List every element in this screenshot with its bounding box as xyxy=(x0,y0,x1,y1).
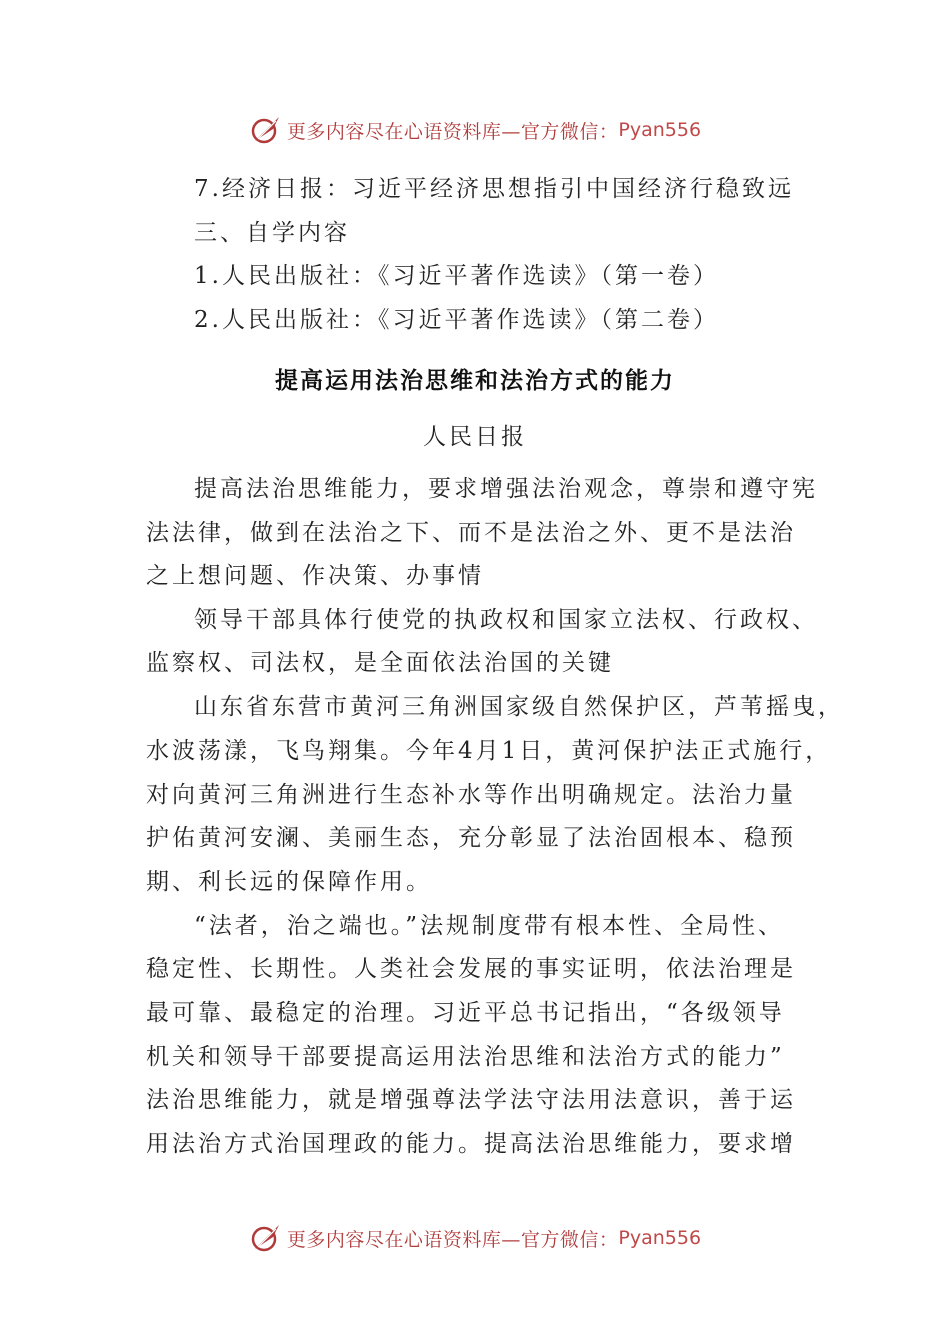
watermark-text: 更多内容尽在心语资料库—官方微信： xyxy=(286,120,619,143)
body-line: 稳定性、长期性。人类社会发展的事实证明，依法治理是 xyxy=(146,956,796,982)
body-line: 山东省东营市黄河三角洲国家级自然保护区，芦苇摇曳， xyxy=(194,694,844,720)
body-line: 护佑黄河安澜、美丽生态，充分彰显了法治固根本、稳预 xyxy=(146,825,796,851)
body-line: 期、利长远的保障作用。 xyxy=(146,869,432,895)
list-item: 7.经济日报：习近平经济思想指引中国经济行稳致远 xyxy=(194,176,794,202)
watermark-wechat-id: Pyan556 xyxy=(618,119,702,141)
quill-logo-icon xyxy=(249,113,283,147)
body-line: 机关和领导干部要提高运用法治思维和法治方式的能力” xyxy=(146,1044,785,1070)
watermark-wechat-id: Pyan556 xyxy=(618,1227,702,1249)
list-item: 2.人民出版社：《习近平著作选读》（第二卷） xyxy=(194,307,719,333)
article-title: 提高运用法治思维和法治方式的能力 xyxy=(275,368,675,394)
body-line: 法治思维能力，就是增强尊法学法守法用法意识，善于运 xyxy=(146,1087,796,1113)
body-line: 提高法治思维能力，要求增强法治观念，尊崇和遵守宪 xyxy=(194,476,818,502)
body-line: 之上想问题、作决策、办事情 xyxy=(146,563,484,589)
watermark-footer xyxy=(0,1218,950,1258)
body-line: 法法律，做到在法治之下、而不是法治之外、更不是法治 xyxy=(146,520,796,546)
body-line: 用法治方式治国理政的能力。提高法治思维能力，要求增 xyxy=(146,1131,796,1157)
body-line: 对向黄河三角洲进行生态补水等作出明确规定。法治力量 xyxy=(146,782,796,808)
list-item: 1.人民出版社：《习近平著作选读》（第一卷） xyxy=(194,263,719,289)
body-line: 水波荡漾，飞鸟翔集。今年4月1日，黄河保护法正式施行， xyxy=(146,738,832,764)
body-line: “法者，治之端也。”法规制度带有根本性、全局性、 xyxy=(194,913,785,939)
body-line: 监察权、司法权，是全面依法治国的关键 xyxy=(146,650,614,676)
body-line: 最可靠、最稳定的治理。习近平总书记指出，“各级领导 xyxy=(146,1000,785,1026)
watermark-text: 更多内容尽在心语资料库—官方微信： xyxy=(286,1228,619,1251)
article-author: 人民日报 xyxy=(423,424,527,450)
quill-logo-icon xyxy=(249,1221,283,1255)
watermark-header xyxy=(0,110,950,150)
body-line: 领导干部具体行使党的执政权和国家立法权、行政权、 xyxy=(194,607,818,633)
section-heading: 三、自学内容 xyxy=(194,220,350,246)
